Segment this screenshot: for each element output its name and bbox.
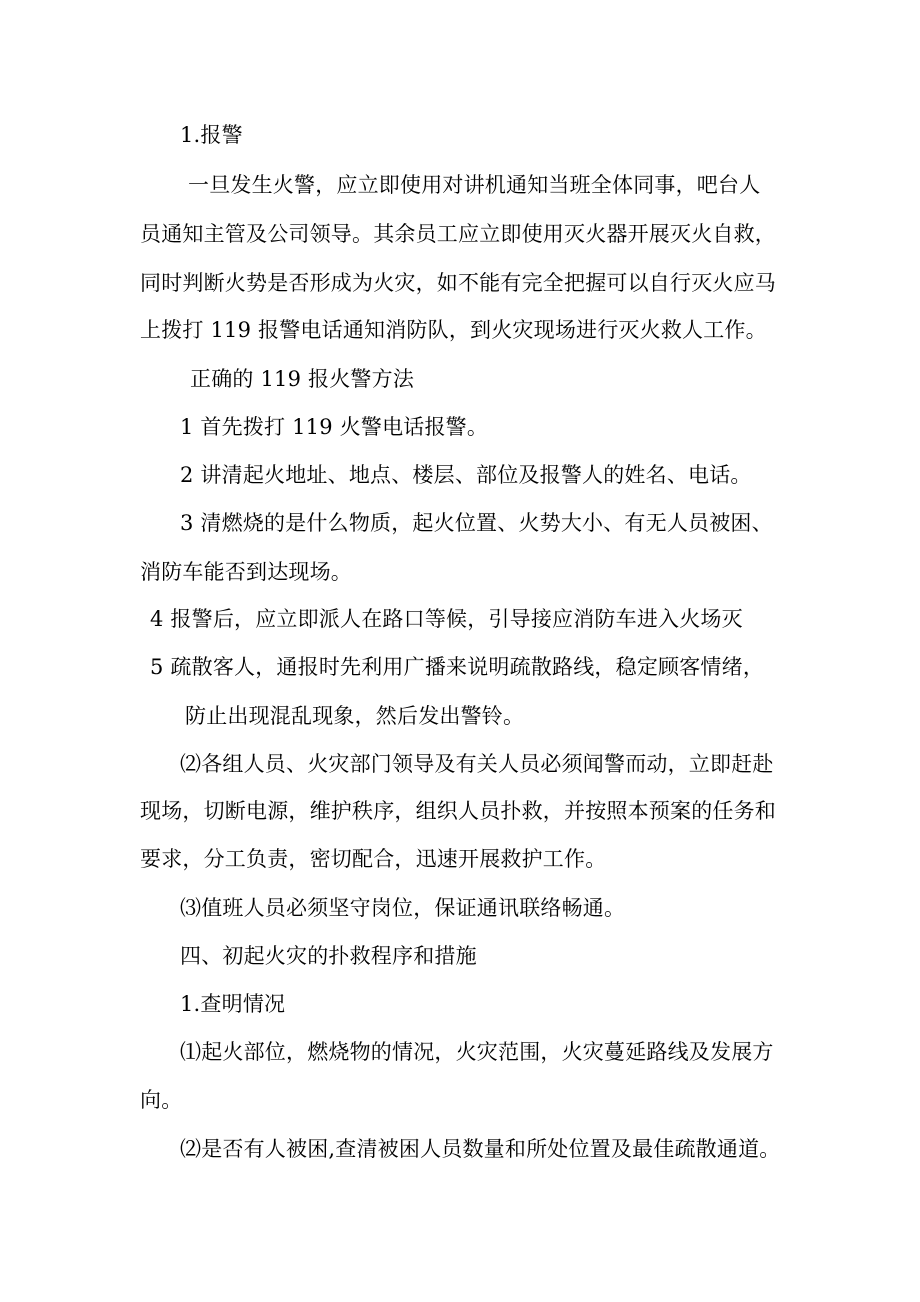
list-item: 4 报警后，应立即派人在路口等候，引导接应消防车进入火场灭 (150, 607, 743, 631)
paragraph-line: 员通知主管及公司领导。其余员工应立即使用灭火器开展灭火自救， (140, 222, 776, 246)
list-item: 2 讲清起火地址、地点、楼层、部位及报警人的姓名、电话。 (180, 463, 752, 487)
list-item: 1 首先拨打 119 火警电话报警。 (180, 415, 489, 439)
section-heading: 四、初起火灾的扑救程序和措施 (180, 944, 477, 968)
list-item-continuation: 消防车能否到达现场。 (140, 560, 352, 584)
subheading-119-method: 正确的 119 报火警方法 (190, 367, 415, 391)
paragraph-line: 现场，切断电源，维护秩序，组织人员扑救，并按照本预案的任务和 (140, 799, 776, 823)
list-item: 3 清燃烧的是什么物质，起火位置、火势大小、有无人员被困、 (180, 511, 773, 535)
list-item: 5 疏散客人，通报时先利用广播来说明疏散路线，稳定顾客情绪， (150, 655, 765, 679)
paragraph-line: 同时判断火势是否形成为火灾，如不能有完全把握可以自行灭火应马 (140, 271, 776, 295)
list-item-continuation: 防止出现混乱现象，然后发出警铃。 (185, 704, 525, 728)
paragraph-line: 一旦发生火警，应立即使用对讲机通知当班全体同事，吧台人 (188, 173, 761, 197)
paragraph-line: ⑴起火部位，燃烧物的情况，火灾范围，火灾蔓延路线及发展方 (180, 1040, 774, 1064)
paragraph-line: 要求，分工负责，密切配合，迅速开展救护工作。 (140, 847, 607, 871)
paragraph-line: ⑵各组人员、火灾部门领导及有关人员必须闻警而动，立即赶赴 (180, 752, 774, 776)
heading-alarm: 1.报警 (180, 123, 243, 147)
paragraph-line: 上拨打 119 报警电话通知消防队，到火灾现场进行灭火救人工作。 (140, 318, 767, 342)
paragraph-line: ⑵是否有人被困,查清被困人员数量和所处位置及最佳疏散通道。 (180, 1137, 781, 1161)
paragraph-line: 向。 (140, 1088, 183, 1112)
paragraph-line: ⑶值班人员必须坚守岗位，保证通讯联络畅通。 (180, 896, 626, 920)
subheading-investigate: 1.查明情况 (180, 992, 286, 1016)
